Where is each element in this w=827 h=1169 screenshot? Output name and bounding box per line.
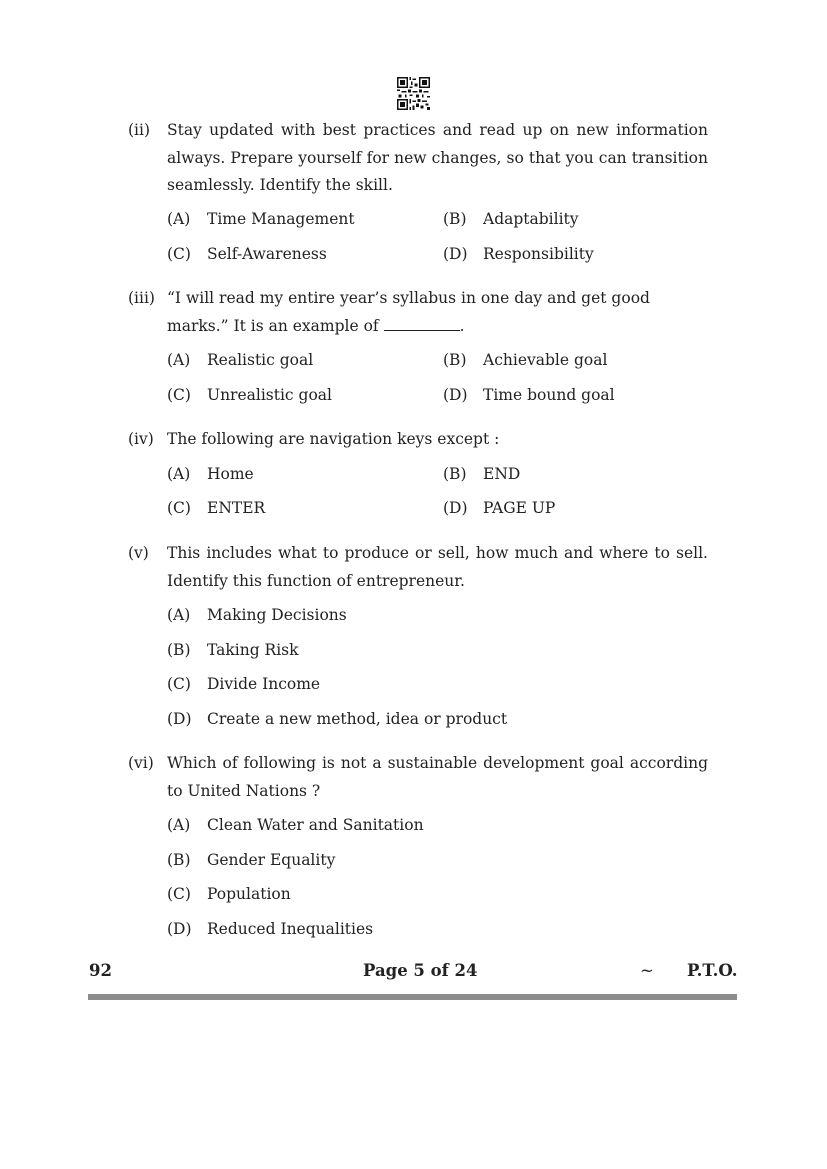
option-c [167,497,265,519]
option-text: Achievable goal [483,351,608,369]
question-vi [128,750,708,805]
question-number: (vi) [128,754,154,772]
option-label: (B) [443,210,467,228]
question-text: This includes what to produce or sell, how much and where to sell. Identify this function of entrepreneur. [167,544,708,590]
option-text: ENTER [207,499,266,517]
option-text: Unrealistic goal [207,386,332,404]
question-number: (iii) [128,289,155,307]
option-text: Time Management [207,210,355,228]
option-label: (A) [167,351,191,369]
please-turn-over: P.T.O. [687,961,738,980]
option-label: (D) [443,245,468,263]
option-label: (D) [443,499,468,517]
option-label: (A) [167,816,191,834]
tilde-mark: ~ [640,961,654,980]
question-v [128,540,708,595]
option-label: (B) [443,465,467,483]
question-text-after: . [459,316,465,335]
option-label: (C) [167,386,191,404]
option-c [167,243,327,265]
option-label: (C) [167,245,191,263]
option-label: (C) [167,885,191,903]
option-text: Home [207,465,254,483]
option-label: (B) [443,351,467,369]
option-c [167,384,332,406]
option-text: Create a new method, idea or product [207,710,508,728]
question-number: (iv) [128,430,154,448]
option-a [167,349,313,371]
option-b [167,639,299,661]
fill-in-blank [384,316,460,331]
qr-code-icon [397,77,430,110]
option-label: (D) [167,920,192,938]
option-label: (B) [167,641,191,659]
option-label: (A) [167,465,191,483]
option-d [443,243,594,265]
question-text-before: “I will read my entire year’s syllabus in one day and get good marks.” It is an example of [167,289,650,335]
footer-divider [88,994,737,1000]
option-label: (C) [167,675,191,693]
option-label: (D) [443,386,468,404]
option-d [167,708,507,730]
question-number: (v) [128,544,149,562]
option-b [167,849,335,871]
option-b [443,208,579,230]
question-ii [128,117,708,200]
option-text: Reduced Inequalities [207,920,374,938]
question-text [167,285,708,340]
option-b [443,463,520,485]
option-text: Realistic goal [207,351,314,369]
option-b [443,349,607,371]
question-text: Which of following is not a sustainable development goal according to United Nations ? [167,754,708,800]
option-d [167,918,373,940]
option-a [167,814,424,836]
question-text: Stay updated with best practices and read up on new information always. Prepare yourself for new changes, so that you can transition seamlessly. Identify the skill. [167,121,708,194]
option-label: (D) [167,710,192,728]
option-text: Responsibility [483,245,594,263]
question-iv [128,426,708,454]
question-text: The following are navigation keys except : [167,430,500,448]
option-text: Clean Water and Sanitation [207,816,424,834]
option-a [167,463,254,485]
option-text: Time bound goal [483,386,615,404]
option-label: (A) [167,210,191,228]
option-c [167,673,320,695]
question-number: (ii) [128,121,151,139]
option-text: PAGE UP [483,499,556,517]
option-a [167,208,355,230]
option-text: Making Decisions [207,606,347,624]
option-a [167,604,347,626]
option-text: Population [207,885,291,903]
paper-code: 92 [89,961,112,980]
option-text: Divide Income [207,675,321,693]
option-label: (C) [167,499,191,517]
option-label: (A) [167,606,191,624]
option-label: (B) [167,851,191,869]
question-iii [128,285,708,340]
option-text: Gender Equality [207,851,336,869]
option-text: END [483,465,521,483]
option-c [167,883,291,905]
option-text: Self-Awareness [207,245,327,263]
option-text: Adaptability [483,210,579,228]
option-text: Taking Risk [207,641,299,659]
page-number: Page 5 of 24 [363,961,478,980]
option-d [443,497,555,519]
option-d [443,384,615,406]
